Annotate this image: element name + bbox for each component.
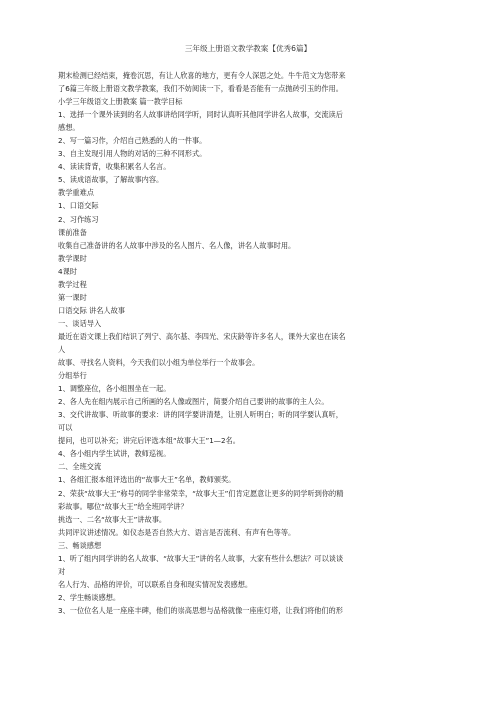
document-title: 三年级上册语文教学教案【优秀6篇】 (184, 44, 312, 53)
body-line: 2、习作练习 (58, 214, 99, 224)
body-line: 4、各小组内学生试讲，教师巡视。 (58, 449, 171, 459)
body-line: 3、自主发现引用人物的对话的三种不同形式。 (58, 149, 207, 159)
body-line: 1、各组汇报本组评选出的“故事大王”名单，教师颁奖。 (58, 475, 236, 485)
section-heading: 一、谈话导入 (58, 318, 102, 328)
body-line: 感想。 (58, 123, 80, 133)
body-line: 彩故事。哪位“故事大王”给全班同学讲？ (58, 501, 188, 511)
body-line: 1、调整座位，各小组围坐在一起。 (58, 384, 171, 394)
section-heading: 小学三年级语文上册教案 篇一教学目标 (58, 97, 183, 107)
section-heading: 分组举行 (58, 371, 87, 381)
body-line: 了6篇三年级上册语文教学教案，我们不妨阅读一下，看看是否能有一点抛砖引玉的作用。 (58, 84, 343, 94)
body-line: 1、口语交际 (58, 201, 99, 211)
body-line: 1、听了组内同学讲的名人故事、“故事大王”讲的名人故事，大家有些什么想法？可以谈谈 (58, 553, 344, 563)
body-line: 口语交际 讲名人故事 (58, 305, 125, 315)
body-line: 人 (58, 344, 66, 354)
body-line: 期末检测已经结束，掩卷沉思，有让人欣喜的地方，更有令人深思之处。牛牛范文为您带来 (58, 71, 346, 80)
body-line: 4、读读背背，收集积累名人名言。 (58, 162, 171, 172)
body-line: 5、读成语故事，了解故事内容。 (58, 175, 164, 185)
body-line: 3、交代讲故事、听故事的要求：讲的同学要讲清楚，让别人听明白；听的同学要认真听， (58, 410, 343, 420)
body-line: 4课时 (58, 266, 77, 276)
section-heading: 二、全班交流 (58, 462, 102, 472)
section-heading: 教学重难点 (58, 188, 94, 198)
document-body (58, 69, 442, 617)
body-line: 收集自己准备讲的名人故事中涉及的名人图片、名人像，讲名人故事时用。 (58, 240, 296, 250)
body-line: 2、荣获“故事大王”称号的同学非常荣幸，“故事大王”们肯定愿意让更多的同学听到你的精 (58, 488, 344, 498)
section-heading: 课前准备 (58, 227, 87, 237)
body-line: 提问，也可以补充；讲完后评选本组“故事大王”1—2名。 (58, 436, 240, 446)
body-line: 挑选一、二名“故事大王”讲故事。 (58, 514, 167, 524)
body-line: 最近在语文课上我们结识了列宁、高尔基、李四光、宋庆龄等许多名人，课外大家也在读名 (58, 331, 346, 341)
body-line: 可以 (58, 423, 73, 433)
body-line: 1、选择一个课外读到的名人故事讲给同学听，同时认真听其他同学讲名人故事，交流读后 (58, 110, 343, 120)
body-line: 3、一位位名人是一座座丰碑，他们的崇高思想与品格就像一座座灯塔，让我们将他们的形 (58, 605, 343, 615)
body-line: 共同评议讲述情况。如仪态是否自然大方、语言是否流利、有声有色等等。 (58, 527, 296, 537)
section-heading: 第一课时 (58, 292, 87, 302)
section-heading: 教学过程 (58, 279, 87, 289)
body-line: 2、写一篇习作，介绍自己熟悉的人的一件事。 (58, 136, 207, 146)
body-line: 2、学生畅谈感想。 (58, 592, 121, 602)
body-line: 故事、寻找名人资料，今天我们以小组为单位举行一个故事会。 (58, 358, 260, 368)
body-line: 2、各人先在组内展示自己所画的名人像或图片，简要介绍自己要讲的故事的主人公。 (58, 397, 329, 407)
body-line: 名人行为、品格的评价，可以联系自身和现实情况发表感想。 (58, 579, 253, 589)
section-heading: 教学课时 (58, 253, 87, 263)
section-heading: 三、畅谈感想 (58, 540, 102, 550)
body-line: 对 (58, 566, 66, 576)
